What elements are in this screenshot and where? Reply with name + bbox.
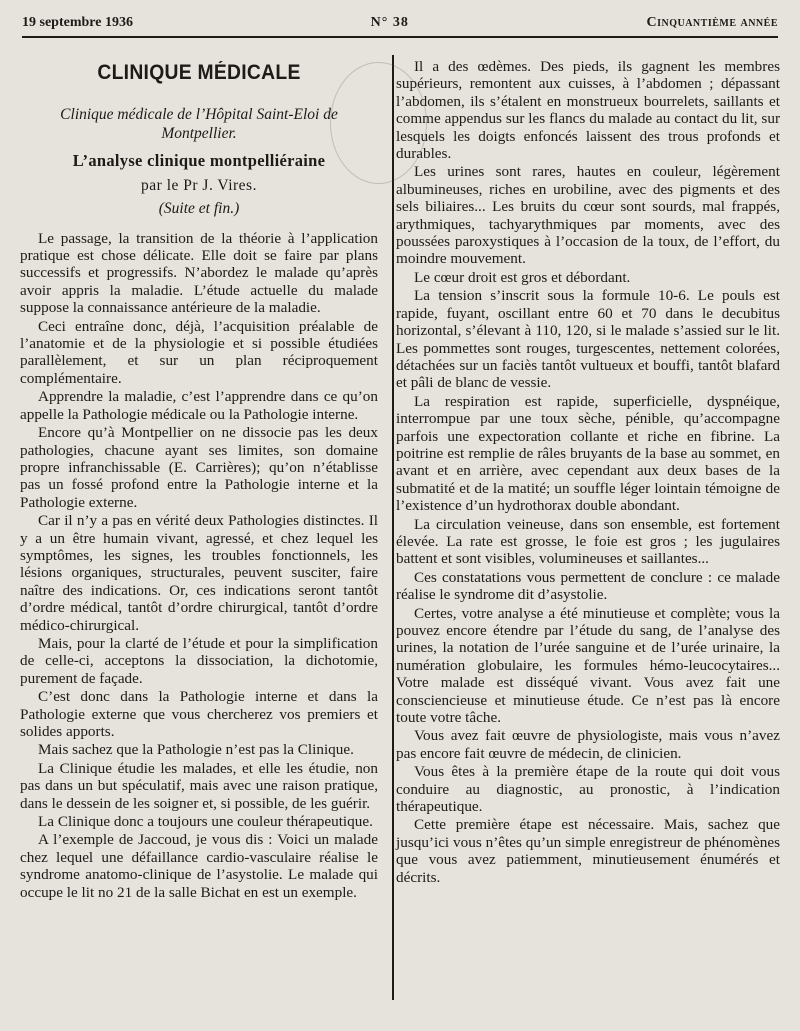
paragraph: La Clinique donc a toujours une couleur thérapeutique. <box>38 813 373 831</box>
issue-year: Cinquantième année <box>646 15 778 30</box>
paragraph: A l’exemple de Jaccoud, je vous dis : Voici un malade chez lequel une défaillance cardio-vasculaire réalise le syndrome anatomo-clinique de l’asystolie. Le malade qui occupe le lit no 21 de la salle Bichat en est un exemple. <box>20 831 378 901</box>
paragraph: C’est donc dans la Pathologie interne et dans la Pathologie externe que vous chercherez vos premiers et solides apports. <box>20 688 378 740</box>
paragraph: Cette première étape est nécessaire. Mais, sachez que jusqu’ici vous n’êtes qu’un simple enregistreur de phénomènes que vous avez patiemment, minutieusement énumérés et décrits. <box>396 816 780 886</box>
paragraph: Apprendre la maladie, c’est l’apprendre dans ce qu’on appelle la Pathologie médicale ou la Pathologie interne. <box>20 388 378 423</box>
paragraph: Encore qu’à Montpellier on ne dissocie pas les deux pathologies, chacune ayant ses limites, son domaine propre infranchissable (E. Carrières); qu’on n’établisse pas un fossé profond entre la Pathologie interne et la Pathologie externe. <box>20 424 378 511</box>
section-title: CLINIQUE MÉDICALE <box>97 61 301 84</box>
paragraph: Certes, votre analyse a été minutieuse et complète; vous la pouvez encore étendre par l’étude du sang, de l’analyse des urines, la notation de l’urée sanguine et de l’urée urinaire, la numération globulaire, les formules hémo-leucocytaires... Votre malade est disséqué vivant. Vous avez fait une consciencieuse et minutieuse étude. Ce n’est pas là encore toute votre tâche. <box>396 604 780 727</box>
column-divider <box>392 55 394 1000</box>
paragraph: Vous êtes à la première étape de la route qui doit vous conduire au diagnostic, au pronostic, à l’indication thérapeutique. <box>396 763 780 816</box>
right-column <box>396 58 780 887</box>
paragraph: Le passage, la transition de la théorie à l’application pratique est chose délicate. Elle doit se faire par plans successifs et progressifs. N’abordez le malade qu’après avoir appris la maladie. L’étude actuelle du malade suppose la connaissance antérieure de la maladie. <box>20 229 378 317</box>
paragraph: Car il n’y a pas en vérité deux Pathologies distinctes. Il y a un être humain vivant, agressé, et chez lequel les symptômes, les signes, les troubles fonctionnels, les lésions organiques, structurales, peuvent susciter, faire naître des indications. Or, ces indications seront tantôt d’ordre médical, tantôt d’ordre chirurgical, tantôt d’ordre médico-chirurgical. <box>20 512 378 634</box>
issue-number: N° 38 <box>370 15 409 30</box>
paragraph: La respiration est rapide, superficielle, dyspnéique, interrompue par une toux sèche, pénible, qu’accompagne parfois une expectoration collante et riche en fibrine. La poitrine est remplie de râles bruyants de la base au sommet, en avant et en arrière, avec cependant aux deux bases de la submatité et de la matité; un souffle léger lointain témoigne de l’existence d’un hydrothorax double abondant. <box>396 392 780 515</box>
article-subhead: Clinique médicale de l’Hôpital Saint-Eloi de Montpellier. <box>60 106 338 143</box>
paragraph: Le cœur droit est gros et débordant. <box>414 268 631 286</box>
paragraph: La tension s’inscrit sous la formule 10-6. Le pouls est rapide, fuyant, oscillant entre 60 et 70 dans le decubitus horizontal, s’élevant à 110, 120, si le malade s’assied sur le lit. Les pommettes sont rouges, turgescentes, nettement colorées, détachées sur un faciès tantôt vultueux et bouffi, tantôt blafard et pâli de blanc de vessie. <box>396 287 780 392</box>
paragraph: La circulation veineuse, dans son ensemble, est fortement élevée. La rate est grosse, le foie est gros ; les jugulaires battent et sont visibles, volumineuses et saillantes... <box>396 515 780 568</box>
paragraph: La Clinique étudie les malades, et elle les étudie, non pas dans un but spéculatif, mais avec une raison pratique, dans le dessein de les soigner et, si possible, de les guérir. <box>20 759 378 812</box>
article-byline: par le Pr J. Vires. <box>141 176 257 194</box>
paragraph: Les urines sont rares, hautes en couleur, légèrement albumineuses, riches en urobiline, avec des pigments et des sels biliaires... Les bruits du cœur sont sourds, mal frappés, arythmiques, tachyarythmiques par moments, avec des poussées paroxystiques à l’occasion de la toux, de l’effort, du moindre mouvement. <box>396 163 780 268</box>
paragraph: Il a des œdèmes. Des pieds, ils gagnent les membres supérieurs, remontent aux cuisses, à l’abdomen ; dépassant l’abdomen, ils s’étalent en monstrueux bourrelets, saillants et comme appendus sur les flancs du malade au contact du lit, sur lesquels les doigts enfoncés laissent des trous profonds et durables. <box>396 58 780 163</box>
paragraph: Mais sachez que la Pathologie n’est pas la Clinique. <box>38 741 354 759</box>
paragraph: Mais, pour la clarté de l’étude et pour la simplification de celle-ci, acceptons la dissociation, la dichotomie, purement de façade. <box>20 634 378 687</box>
header-rule <box>22 36 778 38</box>
paragraph: Ces constatations vous permettent de conclure : ce malade réalise le syndrome dit d’asystolie. <box>396 568 780 604</box>
issue-date: 19 septembre 1936 <box>22 15 133 30</box>
page-header <box>22 12 778 34</box>
paragraph: Vous avez fait œuvre de physiologiste, mais vous n’avez pas encore fait œuvre de médecin, de clinicien. <box>396 727 780 762</box>
article-continuation: (Suite et fin.) <box>158 200 240 218</box>
left-column <box>20 58 378 902</box>
paragraph: Ceci entraîne donc, déjà, l’acquisition préalable de l’anatomie et de la physiologie et si possible étudiées parallèlement, et sur un plan réciproquement complémentaire. <box>20 317 378 387</box>
article-title: L’analyse clinique montpelliéraine <box>72 151 326 171</box>
